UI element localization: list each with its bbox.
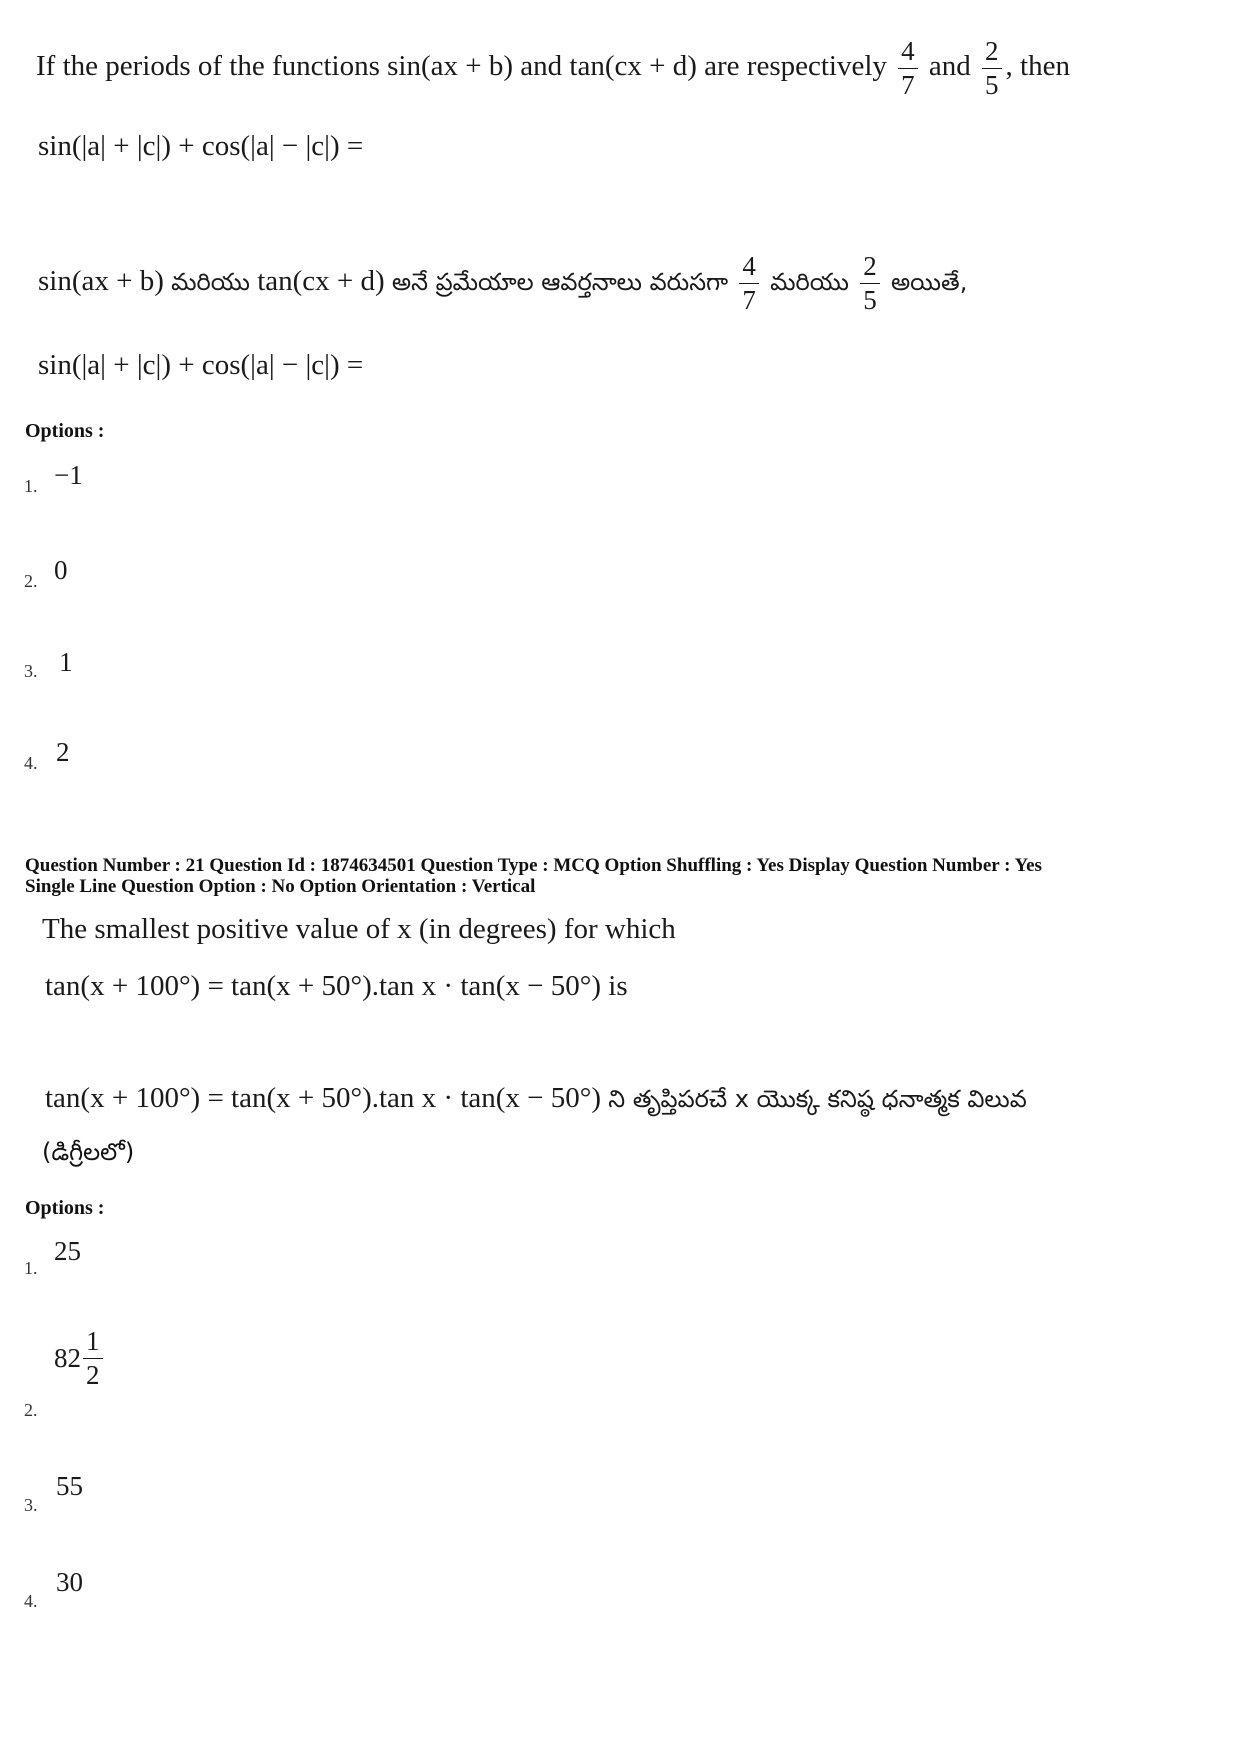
option-value: 1 — [59, 647, 73, 677]
q20-te-mid: అనే ప్రమేయాల ఆవర్తనాలు వరుసగా — [391, 268, 729, 297]
option-number: 1. — [24, 1258, 38, 1278]
q20-telugu-line2: sin(|a| + |c|) + cos(|a| − |c|) = — [38, 349, 364, 381]
fraction-numerator: 2 — [982, 38, 1002, 69]
q20-en-prefix: If the periods of the functions — [36, 50, 380, 83]
option-value: 30 — [56, 1567, 83, 1597]
q21-telugu-line1 — [45, 1082, 1027, 1119]
q21-english-line1: The smallest positive value of x (in degrees) for which — [42, 913, 676, 945]
option-number: 3. — [24, 1495, 38, 1515]
fraction-numerator: 4 — [739, 253, 759, 284]
q21-telugu-line2: (డిగ్రీలలో) — [42, 1138, 135, 1166]
option-number: 3. — [24, 661, 38, 681]
q20-te-expr1: sin(ax + b) — [38, 265, 164, 298]
q20-te-expr2: tan(cx + d) — [257, 265, 385, 298]
q20-english-line1 — [36, 38, 1070, 99]
q21-english-line2: tan(x + 100°) = tan(x + 50°).tan x · tan(x − 50°) is — [45, 970, 628, 1002]
option-number: 2. — [24, 571, 38, 591]
mixed-whole: 82 — [54, 1343, 81, 1373]
option-value — [54, 1328, 107, 1389]
q21-options-label: Options : — [25, 1197, 105, 1219]
q20-en-and1: and — [520, 50, 563, 83]
fraction-numerator: 1 — [83, 1328, 103, 1359]
q20-te-fraction-4-7 — [739, 253, 759, 314]
option-number: 4. — [24, 753, 38, 773]
q20-en-expr2: tan(cx + d) — [569, 50, 697, 83]
option-number: 2. — [24, 1400, 38, 1420]
q21-te-expr: tan(x + 100°) = tan(x + 50°).tan x · tan(x − 50°) — [45, 1082, 602, 1114]
option-value: 0 — [54, 555, 68, 585]
q20-te-fraction-2-5 — [860, 253, 880, 314]
q20-te-mariyu1: మరియు — [171, 268, 250, 297]
q20-en-expr1: sin(ax + b) — [387, 50, 514, 83]
q21-te-text: ని తృప్తిపరచే x యొక్క కనిష్ఠ ధనాత్మక విలువ — [608, 1085, 1027, 1113]
option-value: 55 — [56, 1471, 83, 1501]
option-value: 2 — [56, 737, 70, 767]
fraction-denominator: 7 — [742, 285, 756, 315]
q20-te-mariyu2: మరియు — [770, 268, 849, 297]
fraction-numerator: 2 — [860, 253, 880, 284]
fraction-numerator: 4 — [898, 38, 918, 69]
q21-meta-line2: Single Line Question Option : No Option Orientation : Vertical — [25, 876, 536, 897]
mixed-fraction — [83, 1328, 103, 1389]
option-value: −1 — [54, 460, 83, 490]
q20-en-then: , then — [1005, 50, 1070, 83]
q20-en-respectively: are respectively — [704, 50, 887, 83]
fraction-denominator: 5 — [985, 70, 999, 100]
fraction-denominator: 7 — [901, 70, 915, 100]
q20-options-label: Options : — [25, 420, 105, 442]
option-number: 1. — [24, 476, 38, 496]
option-value: 25 — [54, 1236, 81, 1266]
option-number: 4. — [24, 1591, 38, 1611]
fraction-denominator: 5 — [863, 285, 877, 315]
q20-telugu-line1 — [38, 253, 967, 314]
q21-meta-line1: Question Number : 21 Question Id : 1874634501 Question Type : MCQ Option Shuffling : Yes Display Question Number : Yes — [25, 855, 1042, 876]
q20-fraction-2-5 — [982, 38, 1002, 99]
q20-en-and2: and — [928, 50, 971, 83]
fraction-denominator: 2 — [86, 1360, 100, 1390]
q20-english-line2: sin(|a| + |c|) + cos(|a| − |c|) = — [38, 130, 364, 162]
q20-fraction-4-7 — [898, 38, 918, 99]
q20-te-end: అయితే, — [890, 268, 968, 297]
